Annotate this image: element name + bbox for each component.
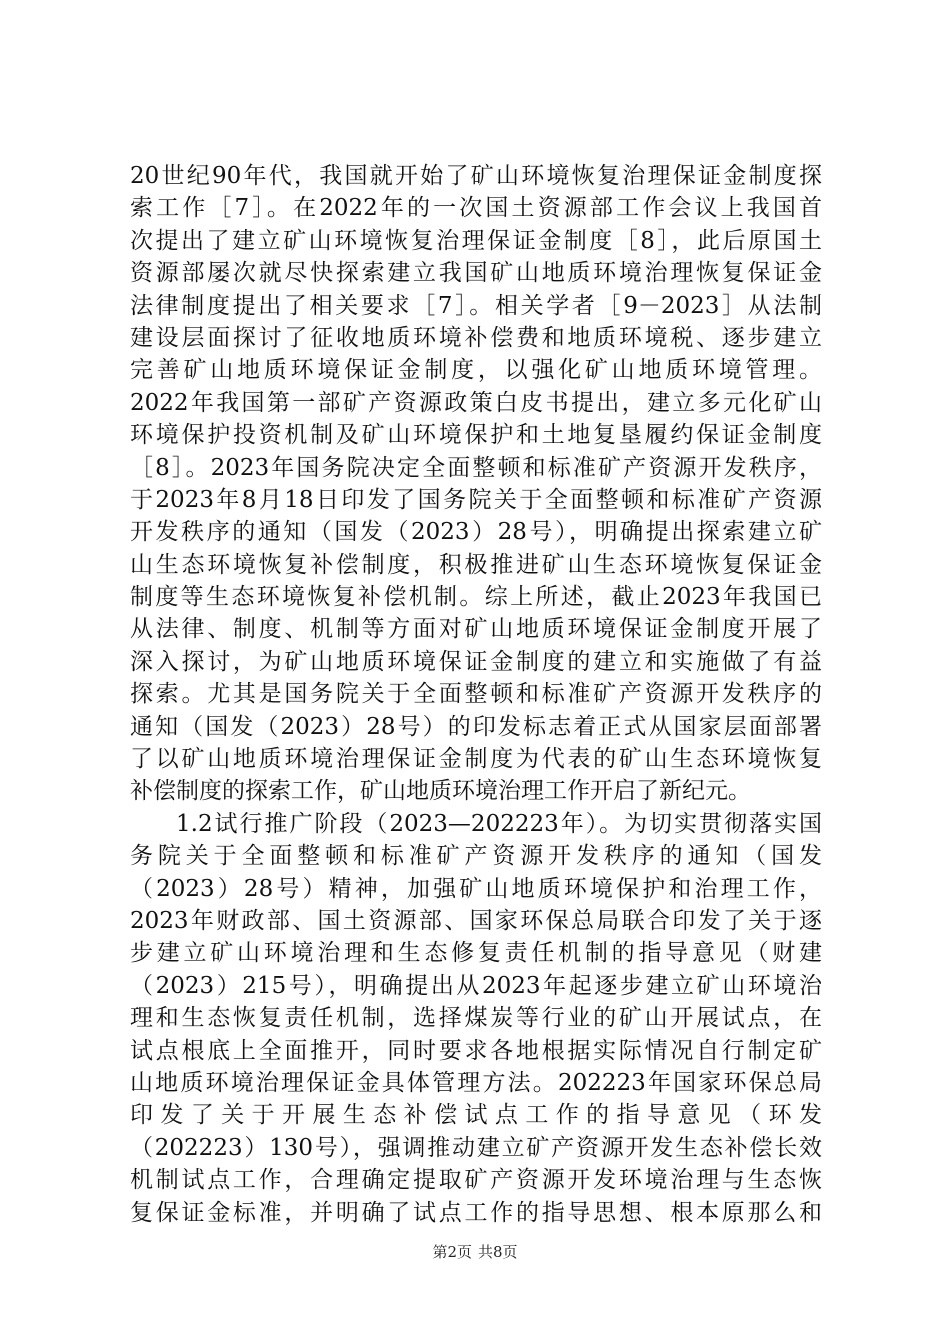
- text-line: 于2023年8月18日印发了国务院关于全面整顿和标准矿产资源: [130, 486, 822, 513]
- page-number: 第2页: [432, 1243, 472, 1261]
- text-line: 索工作［7］。在2022年的一次国土资源部工作会议上我国首: [130, 195, 822, 222]
- text-line: 开发秩序的通知（国发（2023）28号），明确提出探索建立矿: [130, 519, 822, 546]
- text-line: 资源部屡次就尽快探索建立我国矿山地质环境治理恢复保证金: [130, 260, 822, 287]
- text-line: 机制试点工作，合理确定提取矿产资源开发环境治理与生态恢: [130, 1167, 822, 1194]
- text-line: 法律制度提出了相关要求［7］。相关学者［9－2023］从法制: [130, 292, 822, 319]
- page-total: 共8页: [478, 1243, 518, 1261]
- text-line: 2022年我国第一部矿产资源政策白皮书提出，建立多元化矿山: [130, 389, 822, 416]
- text-line: 山生态环境恢复补偿制度，积极推进矿山生态环境恢复保证金: [130, 551, 822, 578]
- text-line: （2023）28号）精神，加强矿山地质环境保护和治理工作，: [130, 875, 822, 902]
- text-line: 20世纪90年代，我国就开始了矿山环境恢复治理保证金制度探: [130, 163, 822, 189]
- text-line: 深入探讨，为矿山地质环境保证金制度的建立和实施做了有益: [130, 648, 822, 675]
- body-text: [130, 160, 822, 1229]
- text-line: 完善矿山地质环境保证金制度，以强化矿山地质环境管理。: [130, 357, 822, 384]
- text-line: 补偿制度的探索工作，矿山地质环境治理工作开启了新纪元。: [130, 778, 751, 805]
- text-line: 通知（国发（2023）28号）的印发标志着正式从国家层面部署: [130, 713, 822, 740]
- text-line: 从法律、制度、机制等方面对矿山地质环境保证金制度开展了: [130, 616, 822, 643]
- text-line: 理和生态恢复责任机制，选择煤炭等行业的矿山开展试点，在: [130, 1005, 822, 1032]
- text-line: 1.2试行推广阶段（2023—202223年）。为切实贯彻落实国: [176, 810, 822, 837]
- text-line: 建设层面探讨了征收地质环境补偿费和地质环境税、逐步建立: [130, 324, 822, 351]
- text-line: 印发了关于开展生态补偿试点工作的指导意见（环发: [130, 1102, 822, 1129]
- text-line: 次提出了建立矿山环境恢复治理保证金制度［8］，此后原国土: [130, 227, 822, 254]
- text-line: 制度等生态环境恢复补偿机制。综上所述，截止2023年我国已: [130, 584, 822, 611]
- text-line: 了以矿山地质环境治理保证金制度为代表的矿山生态环境恢复: [130, 746, 822, 773]
- text-line: 步建立矿山环境治理和生态修复责任机制的指导意见（财建: [130, 940, 822, 967]
- text-line: 探索。尤其是国务院关于全面整顿和标准矿产资源开发秩序的: [130, 681, 822, 708]
- text-line: 山地质环境治理保证金具体管理方法。202223年国家环保总局: [130, 1069, 822, 1096]
- text-line: 试点根底上全面推开，同时要求各地根据实际情况自行制定矿: [130, 1037, 822, 1064]
- text-line: 2023年财政部、国土资源部、国家环保总局联合印发了关于逐: [130, 907, 822, 934]
- page-footer: [0, 1241, 950, 1262]
- text-line: 复保证金标准，并明确了试点工作的指导思想、根本原那么和: [130, 1199, 822, 1226]
- text-line: ［8］。2023年国务院决定全面整顿和标准矿产资源开发秩序，: [130, 454, 822, 481]
- text-line: 务院关于全面整顿和标准矿产资源开发秩序的通知（国发: [130, 843, 822, 870]
- text-line: （202223）130号），强调推动建立矿产资源开发生态补偿长效: [130, 1134, 822, 1161]
- text-line: 环境保护投资机制及矿山环境保护和土地复垦履约保证金制度: [130, 422, 822, 449]
- text-line: （2023）215号），明确提出从2023年起逐步建立矿山环境治: [130, 972, 822, 999]
